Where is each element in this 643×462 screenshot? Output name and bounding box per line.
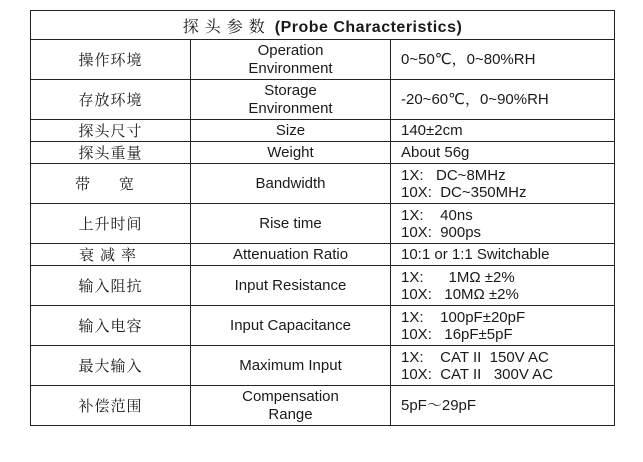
param-value: 1X: DC~8MHz 10X: DC~350MHz	[391, 164, 615, 204]
table-title-en: (Probe Characteristics)	[274, 18, 463, 36]
param-name-cn: 输入阻抗	[31, 266, 191, 306]
param-name-en: Input Resistance	[191, 266, 391, 306]
param-name-cn: 带 宽	[31, 164, 191, 204]
param-name-cn: 上升时间	[31, 204, 191, 244]
param-value: 10:1 or 1:1 Switchable	[391, 244, 615, 266]
param-name-en: Attenuation Ratio	[191, 244, 391, 266]
table-title	[31, 11, 615, 40]
param-name-cn: 补偿范围	[31, 386, 191, 426]
param-name-en: Storage Environment	[191, 80, 391, 120]
table-row	[31, 266, 615, 306]
param-name-cn: 存放环境	[31, 80, 191, 120]
param-value: 1X: 100pF±20pF 10X: 16pF±5pF	[391, 306, 615, 346]
param-name-cn: 输入电容	[31, 306, 191, 346]
param-name-cn: 探头重量	[31, 142, 191, 164]
param-name-en: Bandwidth	[191, 164, 391, 204]
param-name-en: Weight	[191, 142, 391, 164]
param-name-en: Size	[191, 120, 391, 142]
param-name-en: Maximum Input	[191, 346, 391, 386]
param-name-en: Operation Environment	[191, 40, 391, 80]
table-row	[31, 40, 615, 80]
probe-characteristics-table	[30, 10, 615, 426]
param-value: 1X: 1MΩ ±2% 10X: 10MΩ ±2%	[391, 266, 615, 306]
table-row	[31, 164, 615, 204]
param-value: 1X: 40ns 10X: 900ps	[391, 204, 615, 244]
param-name-cn: 操作环境	[31, 40, 191, 80]
table-row	[31, 244, 615, 266]
table-row	[31, 80, 615, 120]
param-name-cn: 衰减率	[31, 244, 191, 266]
param-value: 0~50℃，0~80%RH	[391, 40, 615, 80]
param-value: 5pF～29pF	[391, 386, 615, 426]
param-value: About 56g	[391, 142, 615, 164]
table-row	[31, 120, 615, 142]
param-value: -20~60℃，0~90%RH	[391, 80, 615, 120]
table-row	[31, 386, 615, 426]
param-value: 1X: CAT II 150V AC 10X: CAT II 300V AC	[391, 346, 615, 386]
param-name-cn: 探头尺寸	[31, 120, 191, 142]
table-row	[31, 306, 615, 346]
param-value: 140±2cm	[391, 120, 615, 142]
param-name-en: Input Capacitance	[191, 306, 391, 346]
param-name-en: Compensation Range	[191, 386, 391, 426]
table-title-cn: 探头参数	[182, 18, 271, 36]
param-name-en: Rise time	[191, 204, 391, 244]
table-row	[31, 142, 615, 164]
table-row	[31, 346, 615, 386]
table-row	[31, 204, 615, 244]
param-name-cn: 最大输入	[31, 346, 191, 386]
